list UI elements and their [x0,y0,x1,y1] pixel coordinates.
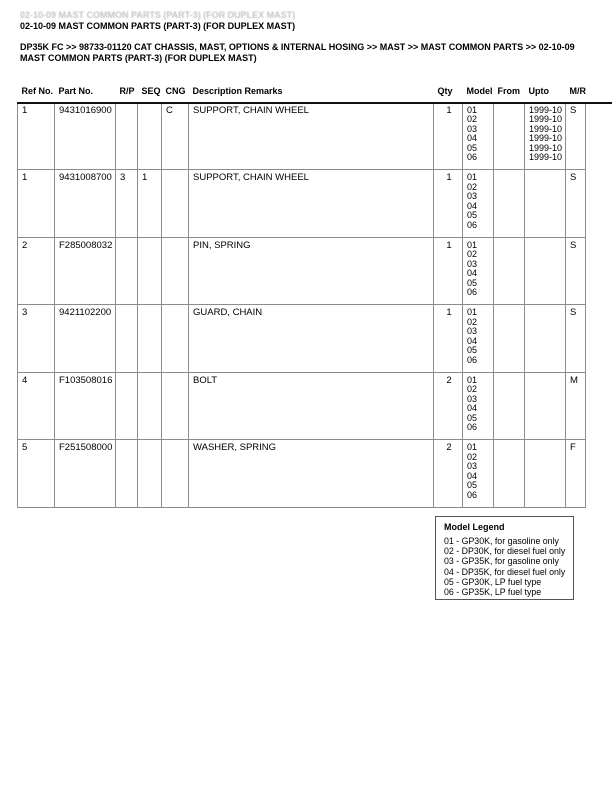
cell-mr: S [566,170,586,238]
cell-from [494,237,525,305]
cell-mr: F [566,440,586,508]
column-header-model: Model [466,85,493,96]
cell-model: 01 02 03 04 05 06 [463,440,494,508]
cell-cng [162,440,189,508]
table-row [18,102,586,170]
table-row [18,372,586,440]
model-legend-entry: 02 - DP30K, for diesel fuel only [444,546,566,557]
model-legend-entries [444,536,571,597]
cell-part: F285008032 [55,237,116,305]
cell-seq [138,440,162,508]
model-legend-entry: 05 - GP30K, LP fuel type [444,576,542,587]
column-header-mr: M/R [569,85,586,96]
cell-desc: WASHER, SPRING [189,440,434,508]
cell-qty: 1 [434,305,463,373]
cell-part: 9421102200 [55,305,116,373]
table-row [18,237,586,305]
cell-qty: 1 [434,170,463,238]
cell-cng [162,237,189,305]
ghost-header-text: 02-10-09 MAST COMMON PARTS (PART-3) (FOR DUPLEX MAST) [20,10,296,20]
cell-seq: 1 [138,170,162,238]
cell-model: 01 02 03 04 05 06 [463,102,494,170]
cell-rp [116,102,138,170]
cell-model: 01 02 03 04 05 06 [463,372,494,440]
breadcrumb: DP35K FC >> 98733-01120 CAT CHASSIS, MAST, OPTIONS & INTERNAL HOSING >> MAST >> MAST COMMON PARTS >> 02-10-09 MAST COMMON PARTS (PART-3) (FOR DUPLEX MAST) [20,42,575,63]
cell-model: 01 02 03 04 05 06 [463,305,494,373]
cell-ref: 1 [18,170,55,238]
cell-qty: 2 [434,372,463,440]
cell-ref: 2 [18,237,55,305]
cell-desc: BOLT [189,372,434,440]
column-header-cng: CNG [165,85,186,96]
table-header-row [18,82,586,102]
column-header-rp: R/P [119,85,135,96]
cell-desc: SUPPORT, CHAIN WHEEL [189,170,434,238]
model-legend-entry: 04 - DP35K, for diesel fuel only [444,566,566,577]
cell-seq [138,102,162,170]
column-header-ref: Ref No. [21,85,53,96]
cell-upto [525,440,566,508]
cell-from [494,102,525,170]
cell-seq [138,305,162,373]
cell-part: 9431016900 [55,102,116,170]
model-legend-entry: 03 - GP35K, for gasoline only [444,556,559,567]
column-header-part: Part No. [58,85,94,96]
cell-rp [116,305,138,373]
model-legend [435,516,574,600]
cell-upto [525,170,566,238]
cell-seq [138,372,162,440]
cell-seq [138,237,162,305]
cell-upto: 1999-10 1999-10 1999-10 1999-10 1999-10 1999-10 [525,102,566,170]
cell-model: 01 02 03 04 05 06 [463,170,494,238]
table-row [18,440,586,508]
page-title: 02-10-09 MAST COMMON PARTS (PART-3) (FOR DUPLEX MAST) [20,21,296,31]
parts-table [17,82,586,508]
cell-mr: S [566,305,586,373]
cell-desc: SUPPORT, CHAIN WHEEL [189,102,434,170]
column-header-desc: Description Remarks [192,85,283,96]
cell-from [494,440,525,508]
column-header-upto: Upto [528,85,549,96]
cell-cng [162,170,189,238]
cell-upto [525,237,566,305]
cell-rp [116,237,138,305]
cell-from [494,305,525,373]
cell-desc: GUARD, CHAIN [189,305,434,373]
header-rule [17,102,612,105]
cell-desc: PIN, SPRING [189,237,434,305]
cell-part: 9431008700 [55,170,116,238]
cell-from [494,372,525,440]
cell-qty: 1 [434,102,463,170]
cell-mr: S [566,102,586,170]
cell-mr: M [566,372,586,440]
model-legend-title: Model Legend [444,522,505,532]
cell-upto [525,305,566,373]
cell-ref: 3 [18,305,55,373]
column-header-from: From [497,85,520,96]
cell-rp: 3 [116,170,138,238]
cell-qty: 2 [434,440,463,508]
cell-ref: 4 [18,372,55,440]
cell-cng [162,305,189,373]
cell-ref: 5 [18,440,55,508]
column-header-qty: Qty [437,85,453,96]
table-row [18,170,586,238]
cell-rp [116,440,138,508]
cell-cng: C [162,102,189,170]
cell-model: 01 02 03 04 05 06 [463,237,494,305]
cell-upto [525,372,566,440]
cell-part: F103508016 [55,372,116,440]
column-header-seq: SEQ [141,85,161,96]
cell-qty: 1 [434,237,463,305]
table-row [18,305,586,373]
cell-ref: 1 [18,102,55,170]
model-legend-entry: 06 - GP35K, LP fuel type [444,587,542,598]
cell-from [494,170,525,238]
cell-cng [162,372,189,440]
cell-rp [116,372,138,440]
model-legend-entry: 01 - GP30K, for gasoline only [444,536,559,546]
cell-mr: S [566,237,586,305]
cell-part: F251508000 [55,440,116,508]
